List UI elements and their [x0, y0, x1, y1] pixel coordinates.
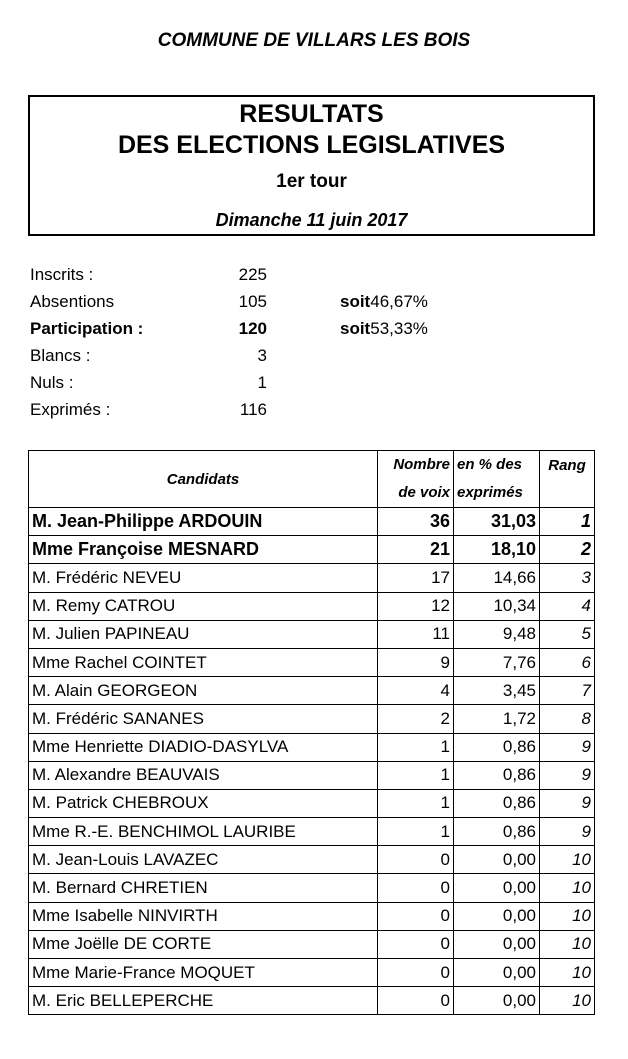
vote-percentage: 0,00	[454, 902, 540, 930]
soit-label: soit	[340, 319, 371, 338]
table-row	[29, 677, 595, 705]
soit-label: soit	[340, 292, 371, 311]
table-row	[29, 508, 595, 536]
candidate-name: M. Alexandre BEAUVAIS	[29, 761, 378, 789]
stat-nuls	[30, 373, 590, 400]
vote-percentage: 1,72	[454, 705, 540, 733]
candidate-name: M. Patrick CHEBROUX	[29, 789, 378, 817]
table-row	[29, 620, 595, 648]
title-box	[28, 95, 595, 236]
results-body	[29, 508, 595, 1015]
vote-percentage: 0,86	[454, 761, 540, 789]
candidate-rank: 9	[540, 818, 595, 846]
election-title: DES ELECTIONS LEGISLATIVES	[117, 131, 506, 159]
vote-percentage: 14,66	[454, 564, 540, 592]
vote-count: 1	[378, 818, 454, 846]
commune-title: COMMUNE DE VILLARS LES BOIS	[157, 30, 471, 51]
stat-value: 1	[257, 373, 267, 392]
vote-percentage: 0,86	[454, 818, 540, 846]
stat-exprimes	[30, 400, 590, 427]
vote-percentage: 7,76	[454, 648, 540, 676]
stat-value: 120	[238, 319, 267, 338]
table-row	[29, 959, 595, 987]
candidate-name: M. Bernard CHRETIEN	[29, 874, 378, 902]
vote-percentage: 0,86	[454, 789, 540, 817]
candidate-name: Mme R.-E. BENCHIMOL LAURIBE	[29, 818, 378, 846]
stat-value: 105	[238, 292, 267, 311]
header-candidats: Candidats	[29, 451, 378, 508]
candidate-name: Mme Henriette DIADIO-DASYLVA	[29, 733, 378, 761]
candidate-name: M. Julien PAPINEAU	[29, 620, 378, 648]
stat-blancs	[30, 346, 590, 373]
vote-percentage: 31,03	[454, 508, 540, 536]
header-voix-line1: Nombre	[393, 456, 450, 473]
vote-count: 0	[378, 902, 454, 930]
vote-percentage: 9,48	[454, 620, 540, 648]
candidate-name: M. Frédéric SANANES	[29, 705, 378, 733]
stat-value: 225	[238, 265, 267, 284]
candidate-rank: 1	[540, 508, 595, 536]
vote-count: 11	[378, 620, 454, 648]
vote-count: 36	[378, 508, 454, 536]
table-row	[29, 648, 595, 676]
table-row	[29, 846, 595, 874]
vote-count: 0	[378, 874, 454, 902]
vote-count: 1	[378, 789, 454, 817]
candidate-rank: 3	[540, 564, 595, 592]
header-pct-exprimes	[454, 451, 540, 508]
header-pct-line1: en % des	[457, 456, 523, 473]
table-row	[29, 987, 595, 1015]
candidate-rank: 7	[540, 677, 595, 705]
stat-label: Participation :	[30, 319, 144, 338]
percentage-value: 46,67%	[370, 292, 428, 311]
candidate-name: M. Frédéric NEVEU	[29, 564, 378, 592]
vote-count: 17	[378, 564, 454, 592]
candidate-rank: 10	[540, 846, 595, 874]
table-row	[29, 818, 595, 846]
candidate-rank: 9	[540, 733, 595, 761]
vote-count: 0	[378, 930, 454, 958]
stat-label: Exprimés :	[30, 400, 111, 419]
vote-percentage: 0,00	[454, 959, 540, 987]
candidate-rank: 10	[540, 930, 595, 958]
stat-value: 116	[239, 400, 267, 419]
candidate-rank: 10	[540, 874, 595, 902]
stat-label: Absentions	[30, 292, 115, 311]
stat-label: Nuls :	[30, 373, 74, 392]
candidate-rank: 2	[540, 536, 595, 564]
table-row	[29, 902, 595, 930]
candidate-rank: 10	[540, 902, 595, 930]
vote-count: 0	[378, 846, 454, 874]
header-voix-line2: de voix	[398, 484, 450, 501]
percentage-value: 53,33%	[370, 319, 428, 338]
stat-label: Inscrits :	[30, 265, 94, 284]
election-date: Dimanche 11 juin 2017	[215, 210, 408, 230]
table-row	[29, 592, 595, 620]
table-row	[29, 705, 595, 733]
table-header-row	[29, 451, 595, 508]
vote-percentage: 0,00	[454, 846, 540, 874]
stat-participation	[30, 319, 590, 346]
candidate-rank: 8	[540, 705, 595, 733]
candidate-rank: 9	[540, 761, 595, 789]
table-row	[29, 930, 595, 958]
stat-label: Blancs :	[30, 346, 91, 365]
candidate-name: M. Jean-Philippe ARDOUIN	[29, 508, 378, 536]
candidate-name: Mme Rachel COINTET	[29, 648, 378, 676]
candidate-name: M. Remy CATROU	[29, 592, 378, 620]
vote-percentage: 0,00	[454, 874, 540, 902]
vote-count: 1	[378, 733, 454, 761]
candidate-rank: 5	[540, 620, 595, 648]
header-rang: Rang	[540, 451, 595, 508]
vote-percentage: 18,10	[454, 536, 540, 564]
candidate-name: Mme Joëlle DE CORTE	[29, 930, 378, 958]
stat-percentage	[340, 292, 428, 312]
vote-count: 2	[378, 705, 454, 733]
vote-percentage: 0,00	[454, 930, 540, 958]
vote-count: 0	[378, 987, 454, 1015]
candidate-rank: 10	[540, 959, 595, 987]
vote-percentage: 3,45	[454, 677, 540, 705]
candidate-name: M. Alain GEORGEON	[29, 677, 378, 705]
candidate-rank: 9	[540, 789, 595, 817]
results-title: RESULTATS	[239, 100, 384, 128]
table-row	[29, 536, 595, 564]
candidate-rank: 4	[540, 592, 595, 620]
candidate-rank: 10	[540, 987, 595, 1015]
stat-abstentions	[30, 292, 590, 319]
vote-count: 9	[378, 648, 454, 676]
vote-percentage: 0,86	[454, 733, 540, 761]
stat-value: 3	[257, 346, 267, 365]
table-row	[29, 789, 595, 817]
round-label: 1er tour	[276, 171, 347, 192]
vote-percentage: 0,00	[454, 987, 540, 1015]
candidate-name: M. Eric BELLEPERCHE	[29, 987, 378, 1015]
candidate-name: Mme Isabelle NINVIRTH	[29, 902, 378, 930]
table-row	[29, 564, 595, 592]
stat-percentage	[340, 319, 428, 339]
stat-inscrits	[30, 265, 590, 292]
vote-count: 4	[378, 677, 454, 705]
vote-count: 0	[378, 959, 454, 987]
vote-count: 12	[378, 592, 454, 620]
vote-percentage: 10,34	[454, 592, 540, 620]
table-row	[29, 733, 595, 761]
vote-count: 21	[378, 536, 454, 564]
table-row	[29, 761, 595, 789]
table-row	[29, 874, 595, 902]
results-table	[28, 450, 595, 1015]
candidate-name: M. Jean-Louis LAVAZEC	[29, 846, 378, 874]
vote-count: 1	[378, 761, 454, 789]
candidate-name: Mme Françoise MESNARD	[29, 536, 378, 564]
header-pct-line2: exprimés	[457, 484, 523, 501]
turnout-stats	[30, 265, 590, 427]
candidate-rank: 6	[540, 648, 595, 676]
candidate-name: Mme Marie-France MOQUET	[29, 959, 378, 987]
header-nombre-voix	[378, 451, 454, 508]
